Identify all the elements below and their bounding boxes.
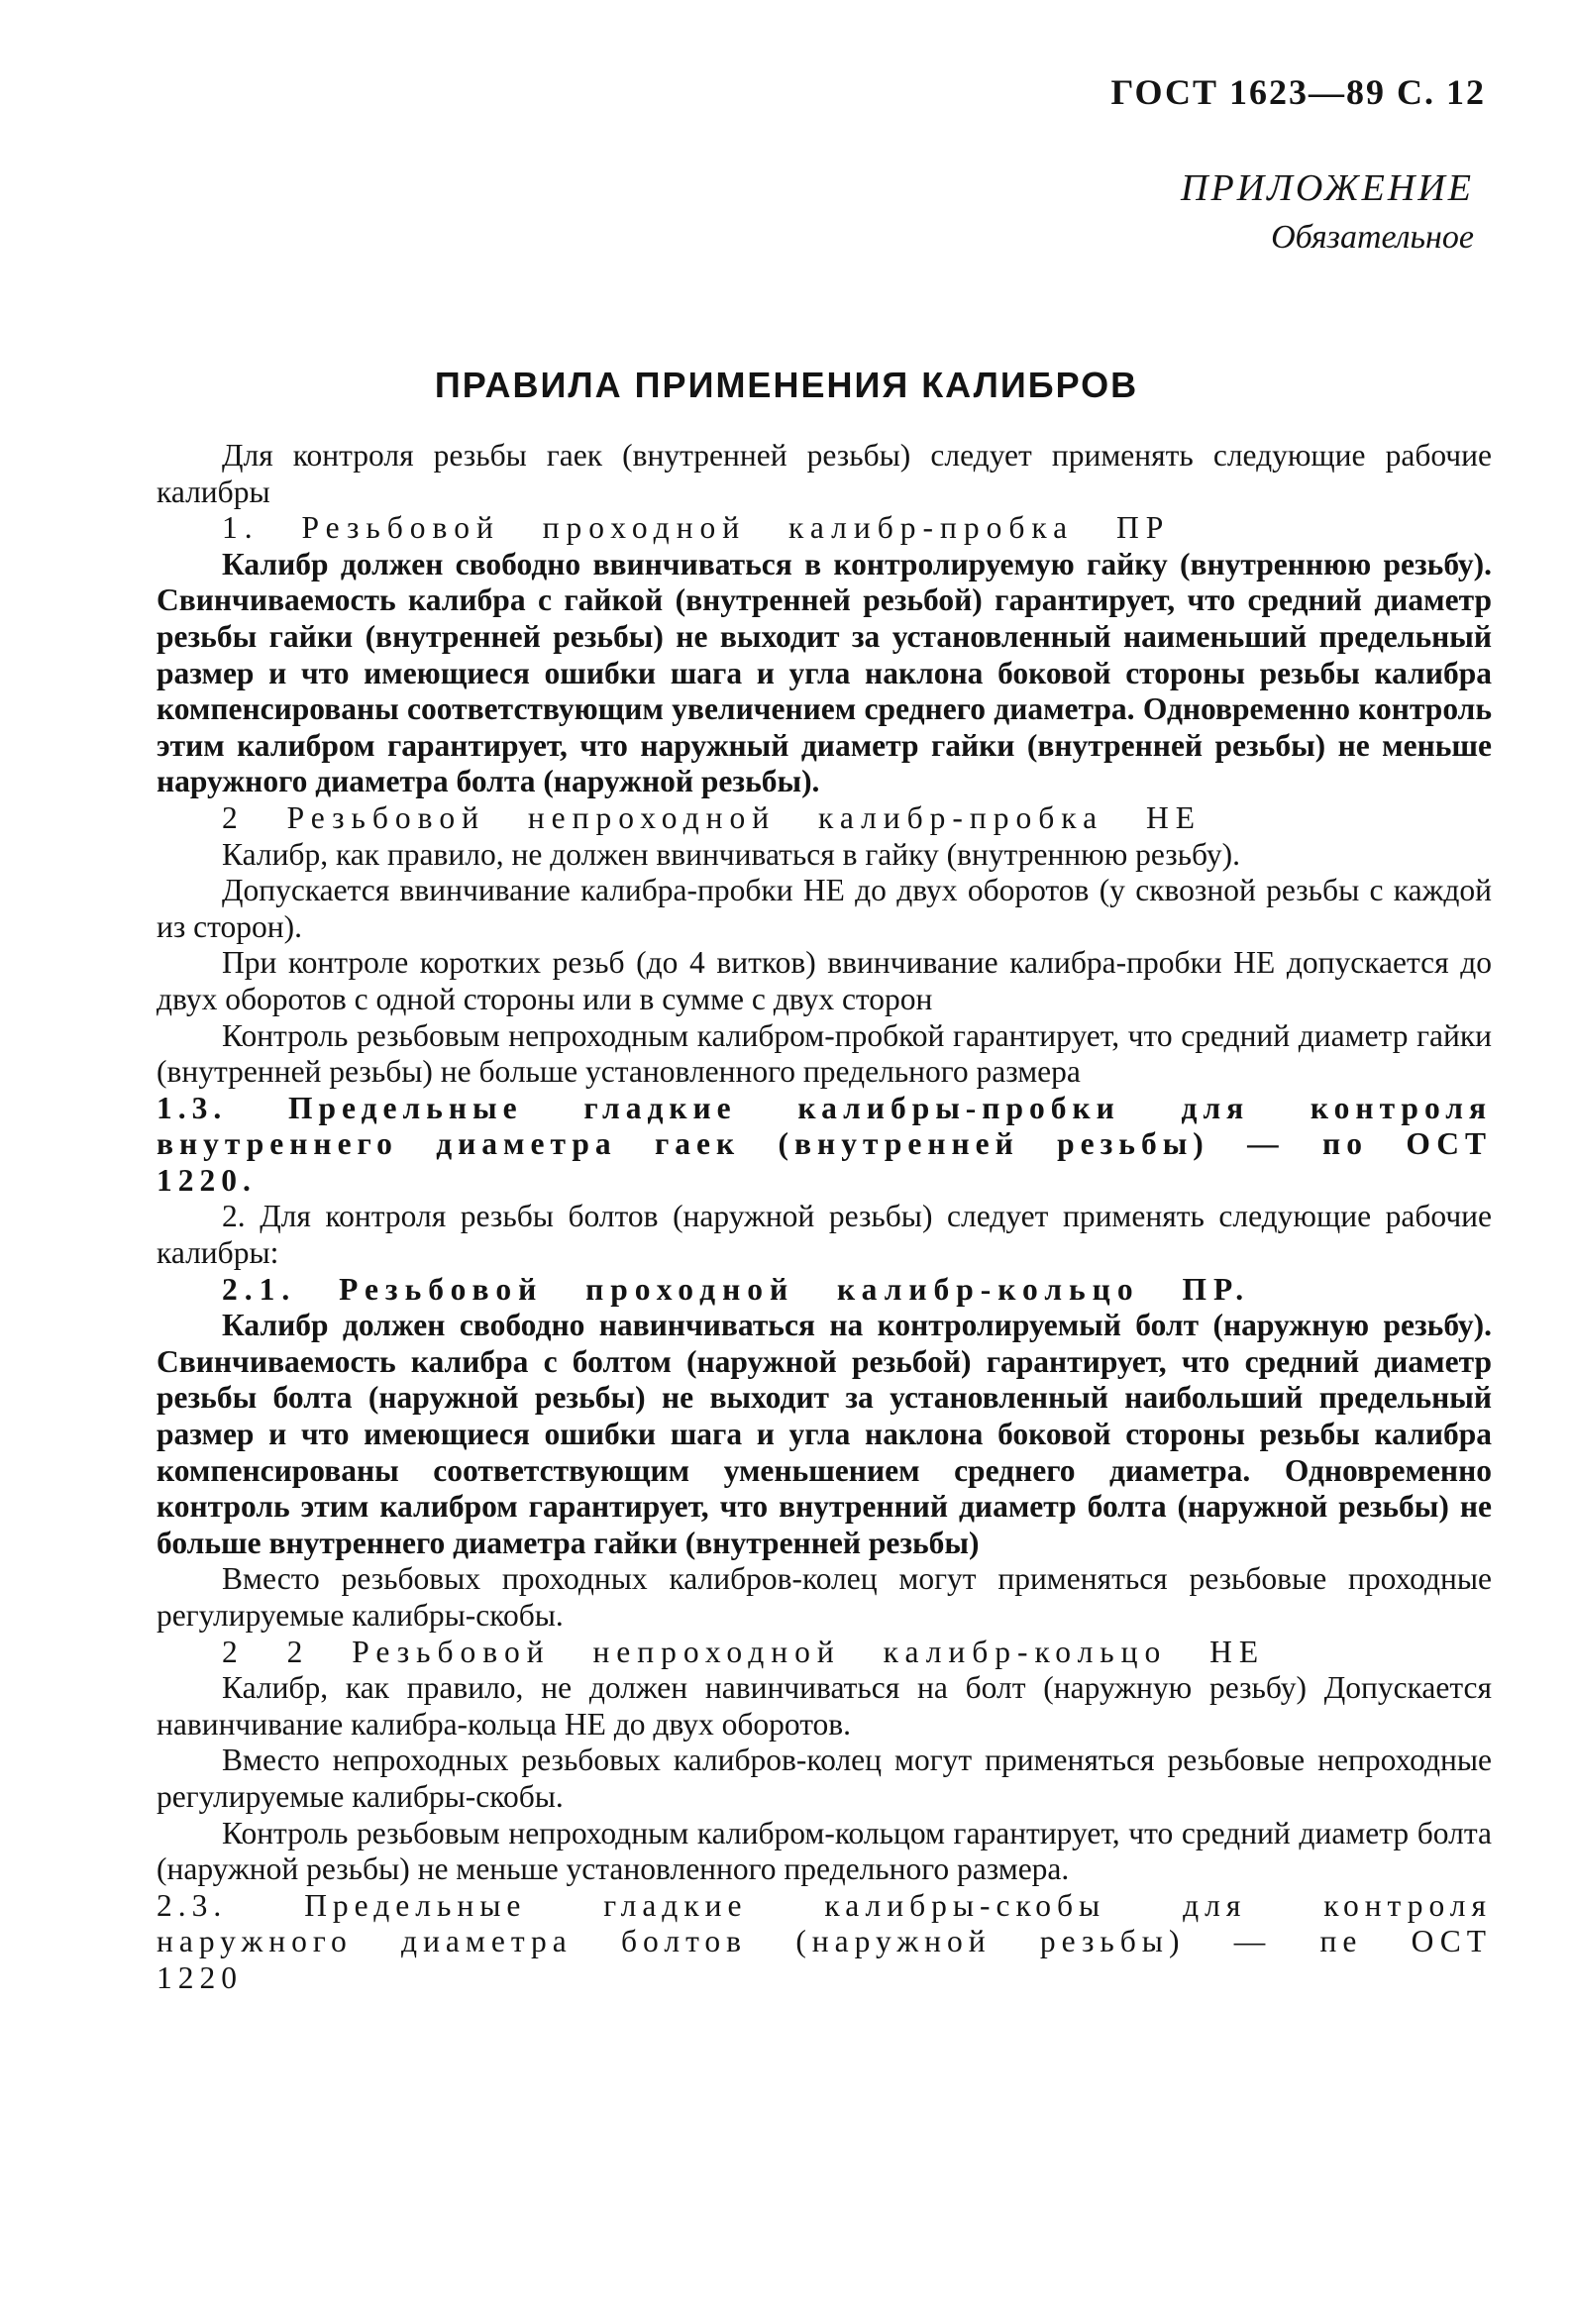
page-header: ГОСТ 1623—89 С. 12 <box>1110 72 1486 112</box>
appendix-block <box>1181 163 1474 263</box>
paragraph: При контроле коротких резьб (до 4 витков) ввинчивание калибра-пробки НЕ допускается до двух оборотов с одной стороны или в сумме с двух сторон <box>157 945 1492 1016</box>
document-body <box>157 438 1492 1997</box>
paragraph: Калибр должен свободно навинчиваться на контролируемый болт (наружную резьбу). Свинчиваемость калибра с болтом (наружной резьбой) гарантирует, что средний диаметр резьбы болта (наружной резьбы) не выходит за установленный наибольший предельный размер и что имеющиеся ошибки шага и угла наклона боковой стороны резьбы калибра компенсированы соответствующим уменьшением среднего диаметра. Одновременно контроль этим калибром гарантирует, что внутренний диаметр болта (наружной резьбы) не больше внутреннего диаметра гайки (внутренней резьбы) <box>157 1308 1492 1560</box>
section-heading-1-1: 1. Резьбовой проходной калибр-пробка ПР <box>222 510 1171 546</box>
section-heading-1-3: 1.3. Предельные гладкие калибры-пробки для контроля внутреннего диаметра гаек (внутренней резьбы) — по ОСТ 1220. <box>157 1090 1492 1198</box>
appendix-status: Обязательное <box>1271 219 1474 256</box>
section-heading-2: 2. Для контроля резьбы болтов (наружной резьбы) следует применять следующие рабочие калибры: <box>157 1199 1492 1271</box>
paragraph: Вместо резьбовых проходных калибров-колец могут применяться резьбовые проходные регулируемые калибры-скобы. <box>157 1561 1492 1633</box>
paragraph: Контроль резьбовым непроходным калибром-пробкой гарантирует, что средний диаметр гайки (внутренней резьбы) не больше установленного предельного размера <box>157 1017 1492 1090</box>
section-heading-2-1: 2.1. Резьбовой проходной калибр-кольцо ПР. <box>222 1271 1251 1307</box>
paragraph: Калибр, как правило, не должен ввинчиваться в гайку (внутреннюю резьбу). <box>222 836 1240 872</box>
paragraph: Контроль резьбовым непроходным калибром-кольцом гарантирует, что средний диаметр болта (наружной резьбы) не меньше установленного предельного размера. <box>157 1815 1492 1887</box>
section-heading-1-2: 2 Резьбовой непроходной калибр-пробка НЕ <box>222 799 1202 835</box>
paragraph: Допускается ввинчивание калибра-пробки НЕ до двух оборотов (у сквозной резьбы с каждой из сторон). <box>157 873 1492 944</box>
paragraph: Калибр, как правило, не должен навинчиваться на болт (наружную резьбу) Допускается навинчивание калибра-кольца НЕ до двух оборотов. <box>157 1670 1492 1742</box>
document-title: ПРАВИЛА ПРИМЕНЕНИЯ КАЛИБРОВ <box>434 365 1139 405</box>
paragraph: Вместо непроходных резьбовых калибров-колец могут применяться резьбовые непроходные регулируемые калибры-скобы. <box>157 1743 1492 1814</box>
appendix-label: ПРИЛОЖЕНИЕ <box>1181 167 1474 209</box>
paragraph: Калибр должен свободно ввинчиваться в контролируемую гайку (внутреннюю резьбу). Свинчиваемость калибра с гайкой (внутренней резьбой) гарантирует, что средний диаметр резьбы гайки (внутренней резьбы) не выходит за установленный наименьший предельный размер и что имеющиеся ошибки шага и угла наклона боковой стороны резьбы калибра компенсированы соответствующим увеличением среднего диаметра. Одновременно контроль этим калибром гарантирует, что наружный диаметр гайки (внутренней резьбы) не меньше наружного диаметра болта (наружной резьбы). <box>157 546 1492 799</box>
section-heading-2-2: 2 2 Резьбовой непроходной калибр-кольцо НЕ <box>222 1634 1266 1669</box>
paragraph-intro: Для контроля резьбы гаек (внутренней резьбы) следует применять следующие рабочие калибры <box>157 438 1492 509</box>
section-heading-2-3: 2.3. Предельные гладкие калибры-скобы для контроля наружного диаметра болтов (наружной резьбы) — пе ОСТ 1220 <box>157 1887 1492 1995</box>
